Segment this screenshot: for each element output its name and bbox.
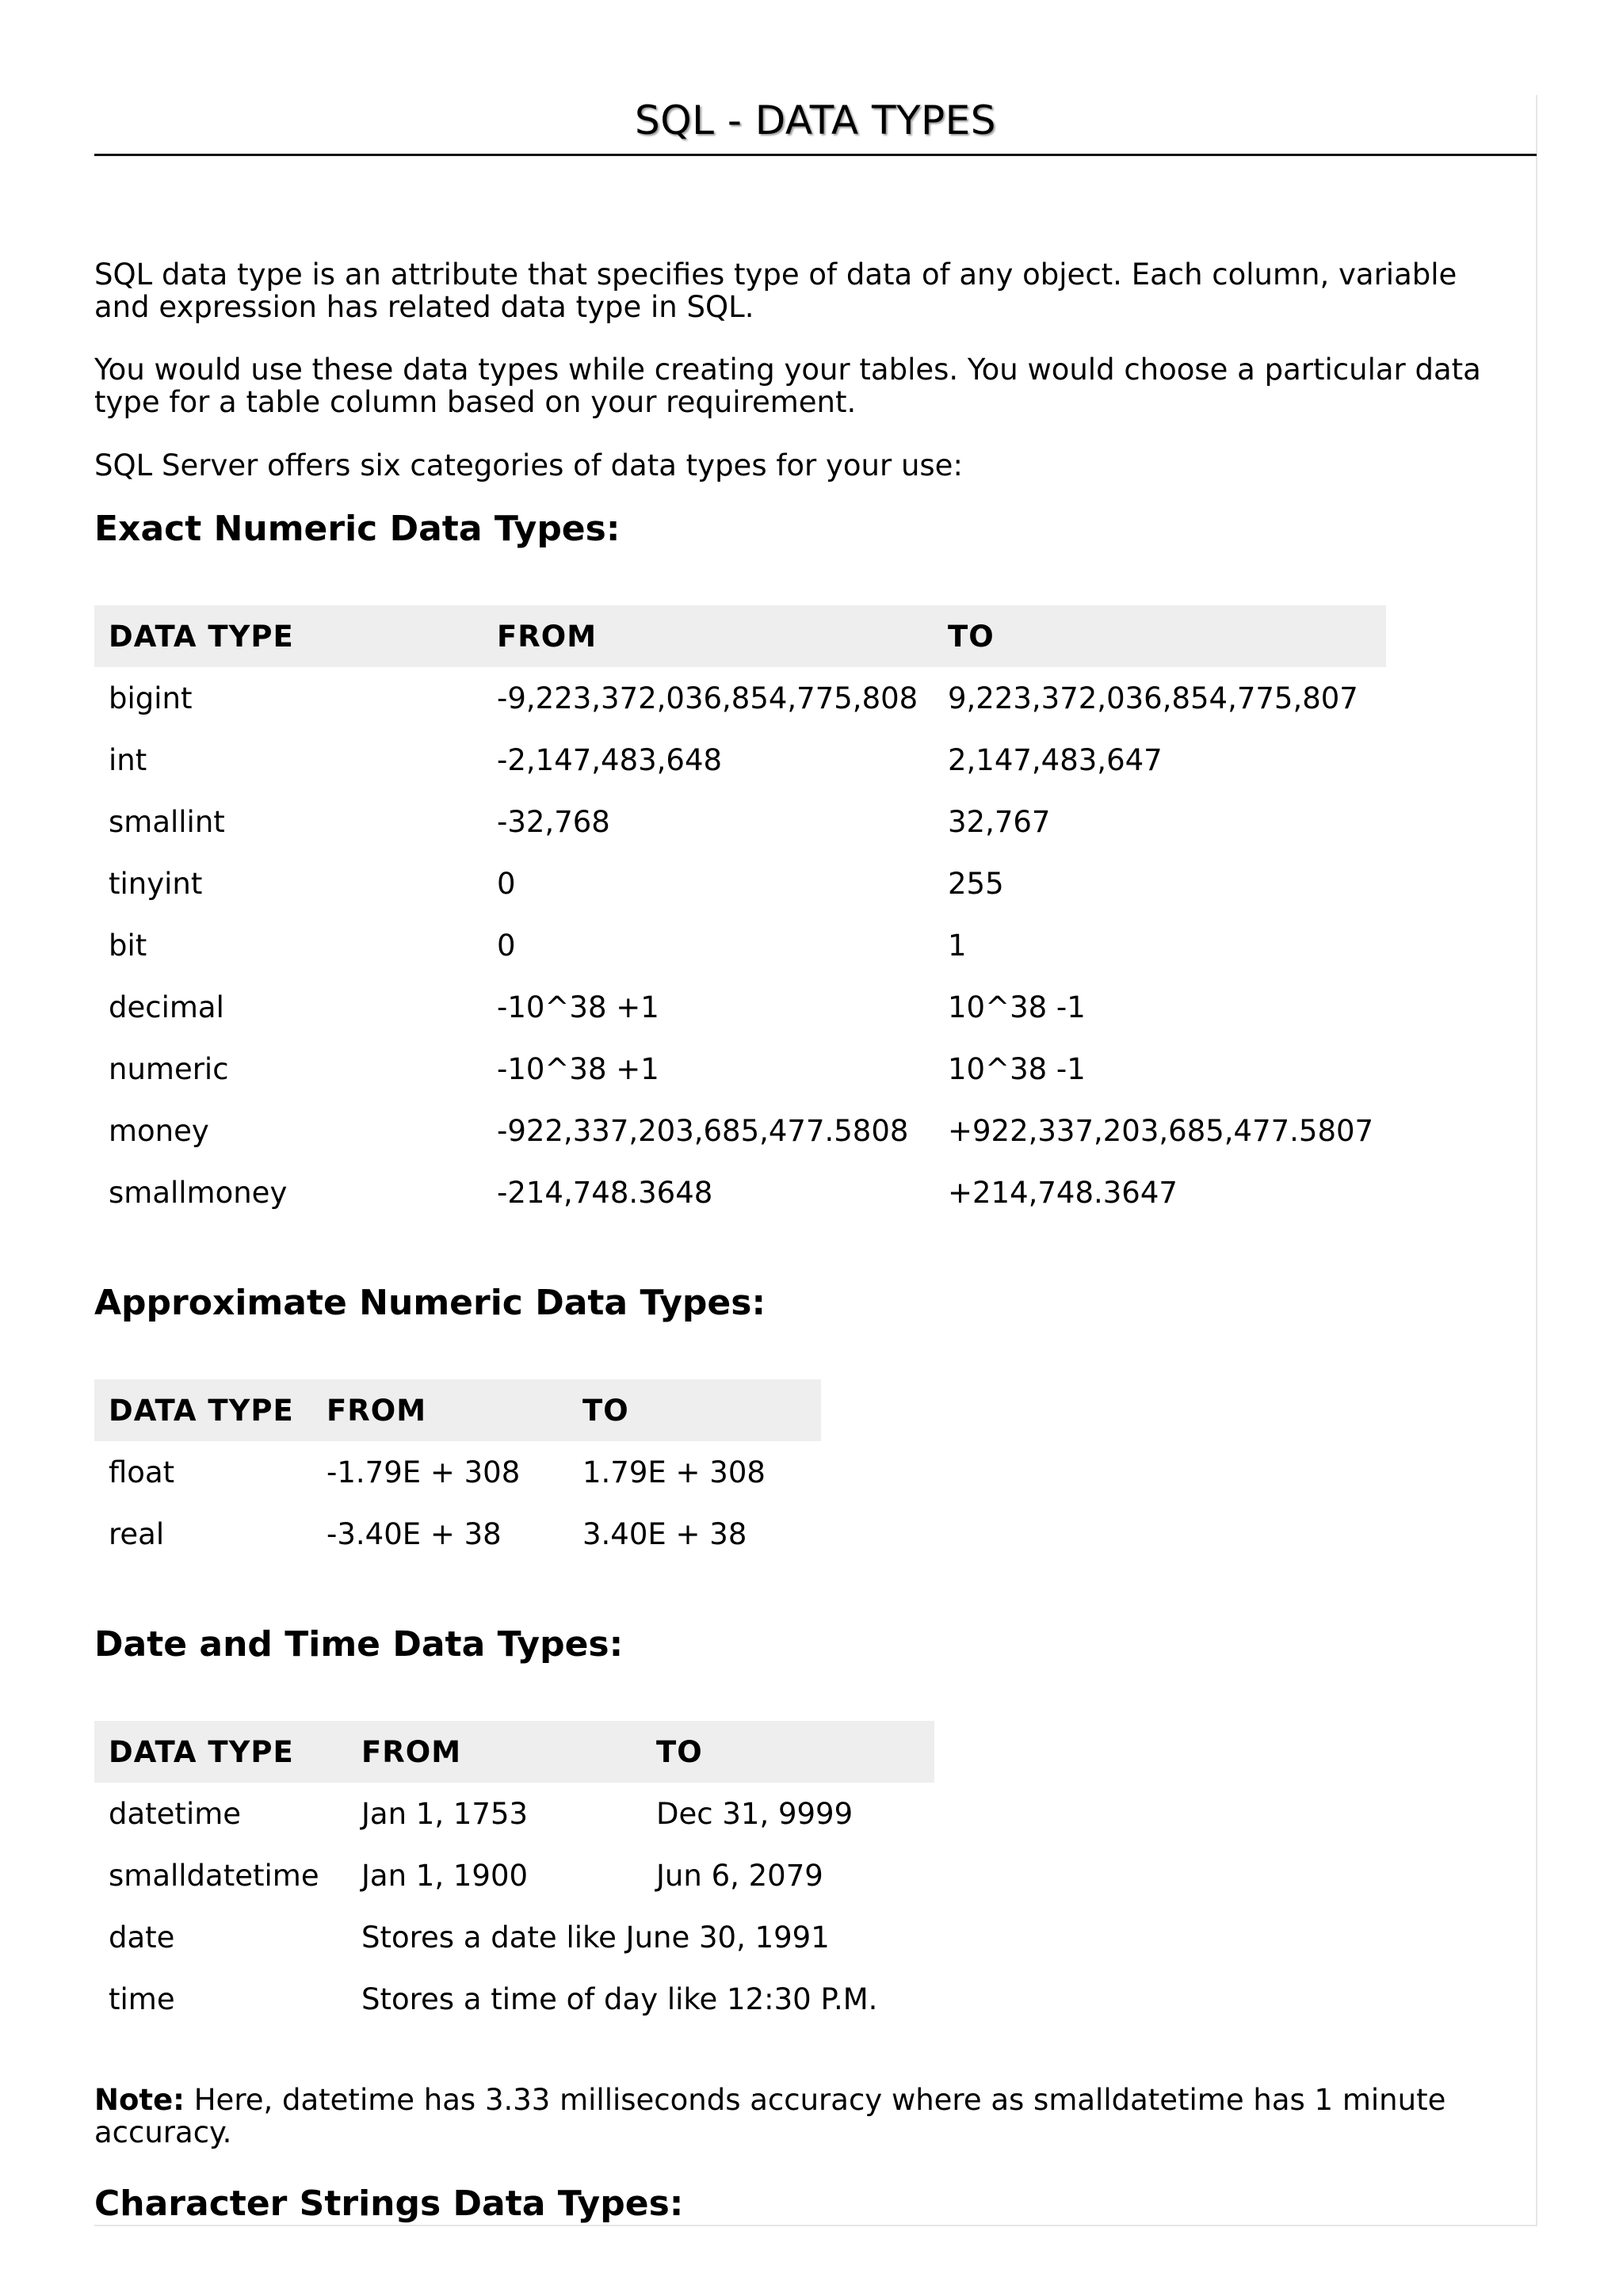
table-row [94, 1038, 1386, 1100]
table-row [94, 1783, 934, 1844]
table-row [94, 791, 1386, 852]
from-cell: -1.79E + 308 [327, 1455, 521, 1489]
column-header-to: TO [568, 1379, 821, 1441]
from-cell: -10^38 +1 [497, 990, 659, 1024]
from-cell: -922,337,203,685,477.5808 [497, 1113, 909, 1148]
from-cell: -214,748.3648 [497, 1175, 713, 1210]
to-cell: 1 [948, 928, 967, 963]
to-cell: 9,223,372,036,854,775,807 [948, 681, 1358, 715]
table-row [94, 1441, 821, 1503]
table-row [94, 729, 1386, 791]
to-cell: 32,767 [948, 804, 1051, 839]
from-cell: -2,147,483,648 [497, 742, 723, 777]
table-header-row [94, 605, 1386, 667]
note-label: Note: [94, 2083, 185, 2117]
column-header-to: TO [934, 605, 1386, 667]
to-cell: 10^38 -1 [948, 990, 1086, 1024]
table-row [94, 667, 1386, 729]
data-type-cell: bit [109, 928, 147, 963]
intro-paragraph-2: You would use these data types while creating your tables. You would choose a particular data type for a table column based on your requirement. [94, 353, 1481, 419]
table-row [94, 1906, 934, 1968]
to-cell: Jun 6, 2079 [656, 1858, 823, 1893]
data-type-cell: tinyint [109, 866, 203, 901]
from-cell: -32,768 [497, 804, 610, 839]
column-header-from: FROM [312, 1379, 568, 1441]
date-time-table [94, 1721, 934, 2030]
table-row [94, 914, 1386, 976]
accuracy-note [94, 2084, 1521, 2149]
table-row [94, 1503, 821, 1565]
approx-numeric-table [94, 1379, 821, 1565]
from-cell: Jan 1, 1753 [361, 1796, 529, 1831]
date-time-heading: Date and Time Data Types: [94, 1624, 624, 1665]
note-text: Here, datetime has 3.33 milliseconds accuracy where as smalldatetime has 1 minute accuracy. [94, 2083, 1446, 2149]
table-row [94, 852, 1386, 914]
column-header-data-type: DATA TYPE [94, 605, 483, 667]
to-cell: +922,337,203,685,477.5807 [948, 1113, 1374, 1148]
data-type-cell: smallmoney [109, 1175, 288, 1210]
table-header-row [94, 1721, 934, 1783]
from-cell: -10^38 +1 [497, 1051, 659, 1086]
exact-numeric-table [94, 605, 1386, 1223]
data-type-cell: money [109, 1113, 209, 1148]
data-type-cell: time [109, 1981, 175, 2016]
to-cell: 3.40E + 38 [582, 1516, 747, 1551]
page-border-right [1536, 95, 1537, 2226]
title-divider [94, 154, 1537, 156]
intro-paragraph-1: SQL data type is an attribute that specifies type of data of any object. Each column, variable and expression has related data type in SQL. [94, 257, 1457, 324]
table-row [94, 1161, 1386, 1223]
data-type-cell: numeric [109, 1051, 229, 1086]
to-cell: +214,748.3647 [948, 1175, 1178, 1210]
column-header-from: FROM [483, 605, 934, 667]
from-cell: -9,223,372,036,854,775,808 [497, 681, 918, 715]
from-cell: -3.40E + 38 [327, 1516, 502, 1551]
description-cell: Stores a time of day like 12:30 P.M. [361, 1981, 878, 2016]
page-title: SQL - DATA TYPES [634, 97, 997, 143]
data-type-cell: smallint [109, 804, 225, 839]
data-type-cell: smalldatetime [109, 1858, 319, 1893]
to-cell: 255 [948, 866, 1004, 901]
column-header-data-type: DATA TYPE [94, 1721, 347, 1783]
from-cell: 0 [497, 866, 516, 901]
to-cell: 2,147,483,647 [948, 742, 1163, 777]
data-type-cell: bigint [109, 681, 193, 715]
table-row [94, 1968, 934, 2030]
column-header-from: FROM [347, 1721, 642, 1783]
column-header-to: TO [642, 1721, 934, 1783]
table-row [94, 1100, 1386, 1161]
table-header-row [94, 1379, 821, 1441]
data-type-cell: int [109, 742, 147, 777]
to-cell: 10^38 -1 [948, 1051, 1086, 1086]
column-header-data-type: DATA TYPE [94, 1379, 312, 1441]
exact-numeric-heading: Exact Numeric Data Types: [94, 509, 621, 549]
data-type-cell: decimal [109, 990, 224, 1024]
data-type-cell: datetime [109, 1796, 242, 1831]
from-cell: Jan 1, 1900 [361, 1858, 529, 1893]
data-type-cell: float [109, 1455, 175, 1489]
data-type-cell: date [109, 1920, 175, 1955]
to-cell: 1.79E + 308 [582, 1455, 766, 1489]
table-row [94, 1844, 934, 1906]
from-cell: 0 [497, 928, 516, 963]
approx-numeric-heading: Approximate Numeric Data Types: [94, 1283, 766, 1323]
char-strings-heading: Character Strings Data Types: [94, 2183, 684, 2224]
description-cell: Stores a date like June 30, 1991 [361, 1920, 830, 1955]
to-cell: Dec 31, 9999 [656, 1796, 854, 1831]
table-row [94, 976, 1386, 1038]
intro-paragraph-3: SQL Server offers six categories of data types for your use: [94, 448, 963, 482]
data-type-cell: real [109, 1516, 165, 1551]
